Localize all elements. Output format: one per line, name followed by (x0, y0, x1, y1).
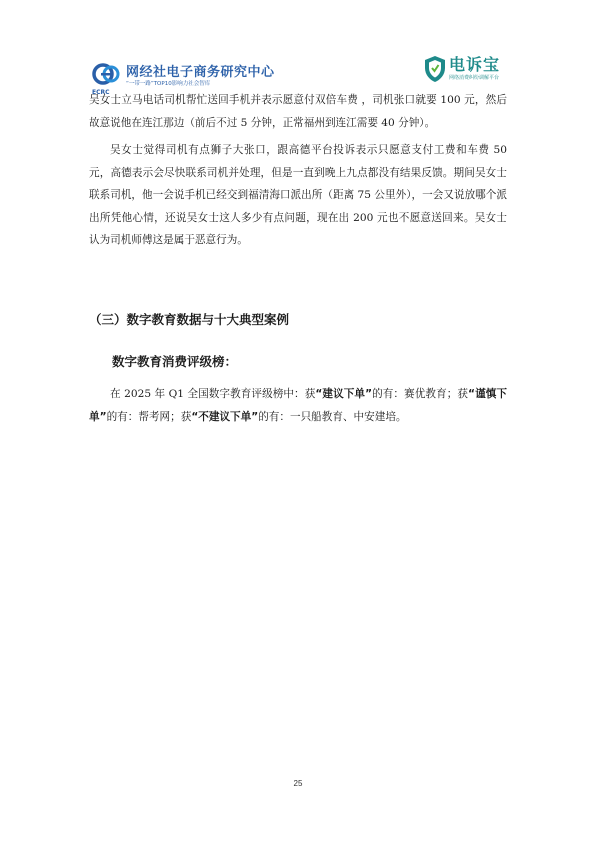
brand-subtitle: 网络消费纠纷调解平台 (449, 75, 500, 81)
org-slogan: “一带一路”TOP10影响力社会智库 (126, 80, 211, 87)
p3-text-4: 的有：一只船教育、中安建培。 (258, 410, 407, 423)
ecrc-header-logo (92, 60, 275, 96)
p3-text-1: 在 2025 年 Q1 全国数字教育评级榜中：获 (110, 388, 316, 400)
org-abbr: ECRC (92, 89, 110, 96)
p3-text-3: 的有：帮考网；获 (106, 410, 192, 423)
rating-cautious: “谨慎下单” (89, 388, 507, 423)
rating-recommend: “建议下单” (315, 388, 373, 400)
ecrc-logo-icon (92, 61, 122, 96)
section-title: （三）数字教育数据与十大典型案例 (89, 312, 290, 327)
p3-text-2: 的有：赛优教育；获 (372, 388, 469, 400)
shield-icon (424, 55, 446, 83)
page-number: 25 (293, 779, 303, 788)
rating-not-recommend: “不建议下单” (191, 410, 259, 423)
paragraph-2: 吴女士觉得司机有点狮子大张口，跟高德平台投诉表示只愿意支付工费和车费 50 元，高德表示会尽快联系司机并处理，但是一直到晚上九点都没有结果反馈。期间吴女士联系司机，他一会说手机已经交到福清海口派出所（距离 75 公里外），一会又说放哪个派出所凭他心情，还说吴女士这人多少有点问题，现在出 200 元也不愿意送回来。吴女士认为司机师傅这是属于恶意行为。 (89, 144, 507, 246)
brand-name: 电诉宝 (449, 55, 501, 74)
brand-header-logo (424, 52, 500, 86)
paragraph-1: 吴女士立马电话司机帮忙送回手机并表示愿意付双倍车费 ，司机张口就要 100 元，然后故意说他在连江那边（前后不过 5 分钟，正常福州到连江需要 40 分钟）。 (89, 94, 507, 129)
sub-title: 数字教育消费评级榜： (112, 354, 238, 369)
paragraph-3 (89, 383, 507, 428)
org-name: 网经社电子商务研究中心 (126, 64, 275, 80)
